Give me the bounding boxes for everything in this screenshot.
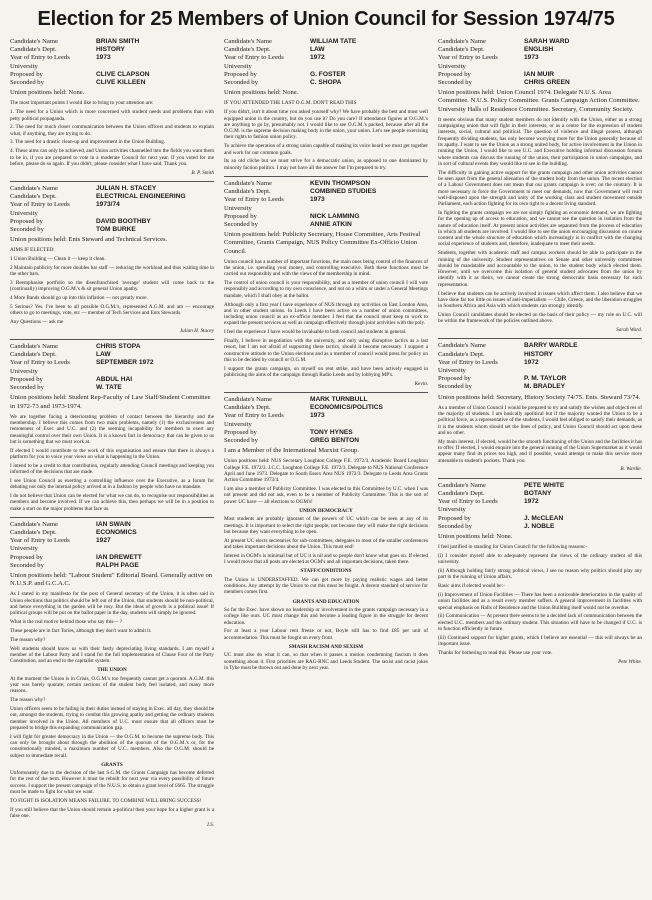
candidate-name-row xyxy=(438,482,642,490)
statement-paragraph: To achieve the operation of a strong union capable of making its voice heard we must get together and work for our common goals. xyxy=(224,143,428,156)
entry-year-label: Year of Entry to Leeds University xyxy=(10,201,70,217)
candidate-statement xyxy=(224,458,428,671)
statement-paragraph: 3. The need for a drastic clean-up and improvement in the Union Building. xyxy=(10,139,166,146)
entry-year-row xyxy=(224,54,428,70)
seconder-row xyxy=(10,562,214,570)
entry-year-label: Year of Entry to Leeds University xyxy=(224,54,284,70)
proposer-label: Proposed by xyxy=(224,70,257,78)
proposer: IAN DREWETT xyxy=(96,553,142,561)
section-paragraph: If you still believe that the Union should remain a-political then your hope for a higher grant is a false one. xyxy=(10,806,214,819)
column-3 xyxy=(438,38,642,890)
entry-year-label: Year of Entry to Leeds University xyxy=(10,54,70,70)
candidate-name: WILLIAM TATE xyxy=(310,38,357,45)
seconder-row xyxy=(438,383,642,391)
entry-year: 1972 xyxy=(524,498,539,506)
column-1 xyxy=(10,38,214,890)
statement-paragraph: Union positions held: NUS Secretary Loughton College F.E. 1972/3. Academic Board Loughton College F.E. 1972/3. J.C.C. Loughton College F.E. 1972/3. Delegate to NUS National Conference April and June 1973. Delegate to South Essex Area NUS 1972/3. Delegate to Leeds Area Grants Action Committee 1973/4. xyxy=(224,458,428,484)
proposer-label: Proposed by xyxy=(224,428,257,436)
divider xyxy=(10,181,214,182)
candidate-entry xyxy=(224,396,428,671)
candidate-statement xyxy=(438,405,642,473)
seconder-label: Seconded by xyxy=(10,384,44,392)
proposer: ABDUL HAI xyxy=(96,375,133,383)
union-positions: Union positions held: None. xyxy=(438,532,513,540)
signature: I.S. xyxy=(207,821,214,828)
candidate-dept: HISTORY xyxy=(524,350,553,358)
signature: Julian H. Stacey xyxy=(179,327,214,334)
seconder: M. BRADLEY xyxy=(524,383,566,391)
seconder-row xyxy=(10,384,214,392)
seconder: CHRIS GREEN xyxy=(524,79,570,87)
statement-paragraph: 2. The need for much closer communication between the Union officers and students to explain what, if anything, they are trying to do. xyxy=(10,124,214,137)
signature: B. P. Smith xyxy=(191,169,214,176)
proposer-label: Proposed by xyxy=(438,514,471,522)
entry-year: 1927 xyxy=(96,537,111,545)
section-paragraph: At present UC elects secretaries for sub-committees, delegates to most of the smaller conferences and takes important decisions about the Union. This must end! xyxy=(224,537,428,551)
divider xyxy=(224,176,428,177)
statement-paragraph: Union council has a number of important functions, the main ones being control of the finances of the union, i.e. spending your money, and controlling executive. Both these functions must be carried out responsibly and with the views of the membership in mind. xyxy=(224,258,428,278)
signature: Sarah Ward. xyxy=(616,327,642,334)
section-paragraph: Unfortunately due to the decision of the last S.G.M. the Grants Campaign has become deferred for the rest of the term. However it must be rebuilt for next year via every possibility of future success. I support the present campaign of the N.U.S. to obtain a grant level of £665. The struggle must be made to fight for what we want. xyxy=(10,770,214,795)
candidate-name-label: Candidate's Name xyxy=(10,343,58,351)
statement-paragraph: My main interest, if elected, would be the smooth functioning of the Union and the facilities it has to offer. If elected, I would enquire into the general running of the Union Supermarket as it would appear many find its prices too high, and if possible, would attempt to make this service more amenable to student's pockets. Thank you. xyxy=(438,438,642,464)
candidate-name: MARK TURNBULL xyxy=(310,396,368,404)
candidate-dept: ECONOMICS/POLITICS xyxy=(310,404,383,412)
proposer-label: Proposed by xyxy=(10,70,43,78)
union-positions: Union positions held: None. xyxy=(224,89,299,97)
union-positions: Union positions held: Union Council 1974. Delegate N.U.S. Area Committee. N.U.S. Policy Committee. Grants Campaign Action Committee. University Halls of Residence Committee. Secretary, Community Society. xyxy=(438,89,640,113)
statement-paragraph: I intend to be a credit to that contribution, regularly attending Council meetings and keeping you informed of the decisions that are made. xyxy=(10,462,214,476)
seconder-label: Seconded by xyxy=(10,79,44,87)
statement-paragraph: In fighting the grants campaign we are not simply fighting an economic demand; we are fighting for the opening up of access to education, and we cannot see the question in isolation from the nature of education itself. At present union activities are separated from the process of education in which all students are involved. I would like to see the union encouraging discussion on course content and the whole structure of education which increasingly is in conflict with the changing social experience of students and, therefore, inadequate to meet their needs. xyxy=(438,209,642,248)
candidate-dept: COMBINED STUDIES xyxy=(310,188,377,196)
candidate-statement xyxy=(10,100,214,175)
section-paragraph: Interest in OGM's is minimal but of UC it is nil and so people don't know what goes on. If elected I would move that all posts are elected at OGM's and all important decisions, taken there. xyxy=(224,552,428,566)
statement-paragraph: I do not believe that Union can be elected for what we can do, to recognise our responsibilities as members and become involved. If we can achieve this, then perhaps we will be in a position to make a start on the major problems that face us. xyxy=(10,492,214,512)
section-heading: GRANTS AND EDUCATION xyxy=(292,598,360,605)
divider xyxy=(224,392,428,393)
candidate-dept: ELECTRICAL ENGINEERING xyxy=(96,193,186,201)
seconder-label: Seconded by xyxy=(10,225,44,233)
entry-year-row xyxy=(224,412,428,428)
proposer-row xyxy=(438,375,642,383)
proposer: G. FOSTER xyxy=(310,70,346,78)
seconder-row xyxy=(224,437,428,445)
candidate-dept-row xyxy=(10,193,214,201)
seconder-label: Seconded by xyxy=(224,437,258,445)
statement-paragraph: (iii) Continued support for higher grants, which I believe are essential — this will always be an important issue. xyxy=(438,634,642,647)
candidate-dept: ECONOMICS xyxy=(96,529,137,537)
proposer-row xyxy=(224,429,428,437)
candidate-entry xyxy=(10,185,214,334)
union-positions: Union positions held: Ents Steward and Technical Services. xyxy=(10,236,168,244)
seconder-row xyxy=(224,221,428,229)
section-heading: THE UNION xyxy=(97,667,127,674)
candidate-entry xyxy=(10,38,214,176)
candidate-name-label: Candidate's Name xyxy=(10,184,58,192)
seconder: CLIVE KILLEEN xyxy=(96,79,146,87)
seconder-row xyxy=(10,226,214,234)
section-paragraph: The Union is UNDERSTAFFED. We can get more by paying realistic wages and better conditions. Any attempt by the Union to cut this must be fought. A decent standard of service for members comes first. xyxy=(224,576,428,596)
proposer-row xyxy=(10,554,214,562)
entry-year-row xyxy=(10,537,214,553)
entry-year: 1973 xyxy=(310,412,325,420)
section-paragraph: UC must also do what it can, so that when it passes a motion condemning fascism it does something about it. First priorities are RAG-RNC and Leeds Student. The sexist and racist jokes in Tyke must be thrown out and done by next year. xyxy=(224,652,428,671)
candidate-name: KEVIN THOMPSON xyxy=(310,179,371,187)
entry-year-label: Year of Entry to Leeds University xyxy=(10,359,70,375)
entry-year: SEPTEMBER 1972 xyxy=(96,359,154,367)
section-heading: GRANTS xyxy=(101,761,123,768)
proposer-row xyxy=(10,218,214,226)
candidate-statement xyxy=(10,414,214,512)
candidate-statement xyxy=(438,544,642,665)
candidate-dept: LAW xyxy=(310,46,325,54)
candidate-dept-label: Candidate's Dept. xyxy=(438,489,485,497)
candidate-dept-label: Candidate's Dept. xyxy=(438,350,485,358)
candidate-statement xyxy=(10,591,214,828)
statement-paragraph: The difficulty in gaining active support for the grants campaign and other union activities cannot be seen apart from the general alienation of the student body from the union. The recent election of a Labour Government does not mean that our grants campaign is over; on the contrary. It is more necessary to force the Government to meet our demands, now that Government will react well-disposed upon the strength and unity of the working class and student movement outside Parliament, each action fighting for its own right to a decent living standard. xyxy=(438,169,642,208)
divider xyxy=(438,338,642,339)
candidate-dept-label: Candidate's Dept. xyxy=(10,529,57,537)
candidate-name: JULIAN H. STACEY xyxy=(96,184,157,192)
statement-paragraph: (ii) Although holding fairly strong political views, I see no reason why politics should play any part in the running of Union affairs. xyxy=(438,568,642,581)
section-paragraph: Most students are probably ignorant of the powers of UC which can be seen at any of its meetings. It is important to select the right people, not because they will make the right decisions but because they want everything to be open. xyxy=(224,516,428,535)
entry-year-row xyxy=(10,359,214,375)
candidate-name-row xyxy=(10,185,214,193)
statement-paragraph: These people are in fact Tories, although they don't want to admit it. xyxy=(10,627,152,634)
entry-year-row xyxy=(438,359,642,375)
section-paragraph: For at least a year Labour rent freeze or not, Boyle still has to find £85 per unit of accommodation. This must be fought on every front. xyxy=(224,628,428,641)
candidate-entry xyxy=(10,343,214,512)
proposer-row xyxy=(438,71,642,79)
entry-year-label: Year of Entry to Leeds University xyxy=(438,358,498,374)
candidate-name-row xyxy=(10,343,214,351)
statement-paragraph: The control of union council is your responsibility, and as a member of union council I will vote responsibly and according to my own conscience, and not on a whim or under a General Meetings mandate, which I shall obey at the ballot. xyxy=(224,280,428,299)
seconder: C. SHOPA xyxy=(310,79,342,87)
seconder-label: Seconded by xyxy=(10,561,44,569)
union-positions: Union positions held: Secretary, History Society 74/75. Ents. Steward 73/74. xyxy=(438,393,641,401)
section-paragraph: So far the Exec. have shown no leadership or involvement in the grants campaign necessary in a college like ours. UC must change this and become a leading figure in the struggle for decent education. xyxy=(224,606,428,626)
statement-paragraph: 1 Union Building — Clean it — keep it clean. xyxy=(10,256,106,263)
entry-year-row xyxy=(438,54,642,70)
section-paragraph: The reason why? xyxy=(10,697,46,704)
candidate-name-row xyxy=(224,180,428,188)
proposer: P. M. TAYLOR xyxy=(524,375,567,383)
candidate-dept-row xyxy=(438,351,642,359)
candidate-name-row xyxy=(438,342,642,350)
candidate-dept-row xyxy=(224,188,428,196)
column-2 xyxy=(224,38,428,890)
proposer: CLIVE CLAPSON xyxy=(96,70,150,78)
proposer: TONY HYNES xyxy=(310,428,353,436)
statement-paragraph: I believe that students can be actively involved in issues which affect them. I also believe that we have done far too little on issues of anti-imperialism — Chile, Greece, and the liberation struggles in Southern Africa and Asia with which students can strongly identify. xyxy=(438,290,642,310)
statement-paragraph: (i) I consider myself able to adequately represent the views of the ordinary student of this university. xyxy=(438,552,642,566)
proposer-row xyxy=(224,213,428,221)
candidate-name-label: Candidate's Name xyxy=(438,481,486,489)
union-positions: Union positions held: Publicity Secretary, House Committee, Arts Festival Committee, Grants Campaign, NUS Policy Committee Ex-Officio Union Council. xyxy=(224,231,421,255)
candidate-name: BARRY WARDLE xyxy=(524,342,578,350)
seconder-label: Seconded by xyxy=(224,220,258,228)
proposer-label: Proposed by xyxy=(438,375,471,383)
statement-paragraph: We are together facing a deteriorating problem of contact between the hierarchy and the membership. I believe this comes from two main problems, namely (1) the exclusiveness and remoteness of Exec and U.C. and (2) the seeming incapability for members to exert any meaningful control over their own Union. It is a known fact in democracy that can be given to us but is something that we must work at. xyxy=(10,413,214,445)
candidate-statement xyxy=(438,117,642,334)
candidate-dept-row xyxy=(10,46,214,54)
statement-paragraph: Although only a first year I have experience of NUS through my activities on East London Area, and in other student unions. In Leeds I have been active on a number of union committees, including union council as an ex-officio member. I feel that the council must keep to work to expand the present services as well as campaign effectively through joint activities with the poly. xyxy=(224,301,428,327)
divider xyxy=(438,478,642,479)
candidate-statement xyxy=(224,100,428,170)
section-paragraph: TO FIGHT IS ISOLATION MEANS FAILURE. TO COMBINE WILL BRING SUCCESS! xyxy=(10,797,202,804)
entry-year-row xyxy=(10,201,214,217)
seconder-row xyxy=(438,523,642,531)
entry-year: 1973/74 xyxy=(96,201,120,209)
statement-paragraph: AIMS IF ELECTED: xyxy=(10,247,55,254)
candidate-dept-row xyxy=(438,490,642,498)
entry-year-label: Year of Entry to Leeds University xyxy=(438,498,498,514)
candidate-name-row xyxy=(224,396,428,404)
statement-paragraph: IF YOU ATTENDED THE LAST O.G.M. DON'T READ THIS xyxy=(224,100,357,107)
candidate-name-label: Candidate's Name xyxy=(438,342,486,350)
candidate-name-label: Candidate's Name xyxy=(224,396,272,404)
seconder: ANNIE ATKIN xyxy=(310,220,352,228)
proposer-row xyxy=(10,376,214,384)
statement-paragraph: 2 Maintain publicity for more doubles bar staff — reducing the workload and thus waiting time in the other bars. xyxy=(10,264,214,278)
seconder-row xyxy=(224,79,428,87)
proposer-label: Proposed by xyxy=(224,212,257,220)
entry-year-label: Year of Entry to Leeds University xyxy=(438,54,498,70)
entry-year-label: Year of Entry to Leeds University xyxy=(224,196,284,212)
candidate-dept: HISTORY xyxy=(96,46,125,54)
candidate-dept-row xyxy=(438,46,642,54)
candidate-dept: ENGLISH xyxy=(524,46,554,54)
seconder: GREG BENTON xyxy=(310,437,359,445)
divider xyxy=(10,339,214,340)
candidate-dept-label: Candidate's Dept. xyxy=(10,46,57,54)
candidate-name: SARAH WARD xyxy=(524,38,570,45)
candidate-dept-row xyxy=(224,46,428,54)
seconder: W. TATE xyxy=(96,384,122,392)
statement-paragraph: What is the real motive behind those who say this— ? xyxy=(10,619,123,626)
statement-paragraph: (ii) Communication — At present there seems to be a decided lack of communication between the elected U.C. members and the ordinary student. This situation will have to be changed if U.C. is to function efficiently in future. xyxy=(438,613,642,632)
entry-year: 1973 xyxy=(96,54,111,62)
proposer-label: Proposed by xyxy=(10,553,43,561)
candidate-entry xyxy=(438,482,642,665)
proposer-label: Proposed by xyxy=(438,70,471,78)
candidate-name-row xyxy=(224,38,428,46)
seconder-row xyxy=(10,79,214,87)
candidate-name-row xyxy=(438,38,642,46)
candidate-entry xyxy=(224,180,428,387)
entry-year: 1973 xyxy=(524,54,539,62)
candidate-dept-row xyxy=(10,351,214,359)
candidate-name: PETE WHITE xyxy=(524,481,565,489)
statement-paragraph: The reason why? xyxy=(10,636,46,643)
candidate-dept-label: Candidate's Dept. xyxy=(10,193,57,201)
proposer: IAN MUIR xyxy=(524,70,555,78)
proposer: DAVID BOOTHBY xyxy=(96,217,151,225)
statement-paragraph: Finally, I believe in negotiation with the university, and only using disruptive tactics as a last resort, but I am not afraid of supporting these tactics, should it become necessary. I support a constructive attitude to the Union elections and as a member of council would press for policy on this to be decided by council or O.G.M. xyxy=(224,337,428,363)
candidate-dept-row xyxy=(10,529,214,537)
candidate-entry xyxy=(224,38,428,171)
union-positions: Union positions held: Student Rep-Faculty of Law Staff/Student Committee in 1972-73 and 1973-1974. xyxy=(10,394,211,410)
signature: Pete White. xyxy=(618,658,642,665)
statement-paragraph: Its an old cliche but we must strive for a democratic union, as opposed to one dominated by minority faction politics. I may not have all the answer but I'm prepared to try. xyxy=(224,158,428,171)
entry-year: 1972 xyxy=(524,358,539,366)
entry-year: 1973 xyxy=(310,196,325,204)
proposer-row xyxy=(224,71,428,79)
proposer-label: Proposed by xyxy=(10,217,43,225)
statement-paragraph: 5 Serious? Yes. I've been to all possible O.G.M.'s, represented A.G.M. and am — encourage others to go to meetings, vote, etc — member of Tech Services and Ents Stewards. xyxy=(10,303,214,317)
entry-year-label: Year of Entry to Leeds University xyxy=(224,412,284,428)
statement-paragraph: I support the grants campaign, on myself on rent strike, and have been actively engaged in publicising the aims of the campaign through Radio Leeds and by lobbying MP's. xyxy=(224,365,428,378)
candidate-name-label: Candidate's Name xyxy=(438,38,486,45)
candidate-dept-label: Candidate's Dept. xyxy=(438,46,485,54)
statement-paragraph: I feel the experience I have would be invaluable to both council and students in general. xyxy=(224,329,407,336)
proposer: J. McCLEAN xyxy=(524,514,564,522)
candidate-dept: LAW xyxy=(96,351,111,359)
proposer-row xyxy=(10,71,214,79)
candidate-name-row xyxy=(10,521,214,529)
candidate-dept-label: Candidate's Dept. xyxy=(224,404,271,412)
section-heading: SMASH RACISM AND SEXISM xyxy=(288,643,364,650)
candidate-name-label: Candidate's Name xyxy=(224,38,272,45)
candidate-dept-label: Candidate's Dept. xyxy=(10,351,57,359)
seconder-label: Seconded by xyxy=(438,522,472,530)
union-positions: Union positions held: None. xyxy=(10,89,85,97)
union-positions: Union positions held: "Labour Student" Editorial Board. Generally active on N.U.S.P. and G.C.A.C. xyxy=(10,572,213,588)
page-title: Election for 25 Members of Union Council for Session 1974/75 xyxy=(37,8,615,30)
candidate-name-row xyxy=(10,38,214,46)
seconder-label: Seconded by xyxy=(438,79,472,87)
statement-paragraph: As a member of Union Council I would be prepared to try and satisfy the wishes and objectives of the majority of students. I am basically apolitical but if the majority wanted the Union to be a political force, as a representative of the students, I would feel obliged to satisfy their demands, as it is the students whom should set the lines of policy, and Union Council should act upon these and no other. xyxy=(438,404,642,436)
entry-year-label: Year of Entry to Leeds University xyxy=(10,537,70,553)
candidate-name: BRIAN SMITH xyxy=(96,38,140,45)
statement-paragraph: Students, together with academic staff and campus workers should be able to participate in the running of the university. Student representatives on Senate and other university committees should be mandatable and accountable to the union, to the student body which elected them. However, until we overcome this isolation of general student advocates from the union by identify with it as theirs, we cannot create the strong democratic basis necessary for such representation. xyxy=(438,250,642,288)
proposer-row xyxy=(438,515,642,523)
divider xyxy=(10,517,214,518)
seconder-row xyxy=(438,79,642,87)
candidate-dept-label: Candidate's Dept. xyxy=(224,46,271,54)
section-paragraph: At the moment the Union is in Crisis, O.G.M.'s too frequently cannot get a quorum. A.G.M. this year was barely quorate; certain sections of the student body feel isolated, and many more reasons. xyxy=(10,675,214,695)
candidate-statement xyxy=(224,259,428,387)
proposer: NICK LAMMING xyxy=(310,212,360,220)
entry-year-row xyxy=(224,196,428,212)
statement-paragraph: 4 More Bands should go up into this inflation — not greatly more. xyxy=(10,295,148,302)
statement-paragraph: I am also a member of Publicity Committee. I was elected to this Committee by U.C. when I was not present and did not ask, even to be a member of Publicity Committee. This is the sort of power UC have — all elections to OGM's! xyxy=(224,486,428,505)
candidate-entry xyxy=(438,38,642,333)
statement-paragraph: Well students should know us with their fastly depreciating living standards. I am myself a member of the Labour Party and I stand for the full implementation of Clause Four of the Party Constitution, and an end to the capitalist system. xyxy=(10,645,214,665)
statement-paragraph: Any Questions — ask me xyxy=(10,318,64,325)
statement-paragraph: Union Council candidates should be elected on the basis of their policy — my role on U.C. will be within the framework of the policies outlined above. xyxy=(438,311,642,325)
section-paragraph: I will fight for greater democracy in the Union — the O.G.M. to become the supreme body. This can only be brought about through the abolition of the quorum of the O.G.M.'s or, for the constitutionally minded, a maximum number of U.C. members. Also the O.G.M. should be subject to immediate recall. xyxy=(10,733,214,759)
signature: Kevin. xyxy=(414,380,428,387)
statement-paragraph: (i) Improvement of Union Facilities — There has been a noticeable deterioration in the quality of union facilities and as a result every member suffers. A general improvement in facilities with special emphasis on Halls of Residence and the Union Building itself would not be overdue. xyxy=(438,591,642,611)
statement-paragraph: 4. These aims can only be achieved, and Union activities channelled into the fields you want them to be in, if you are prepared to vote in a moderate Council for next year. If you voted for me before, please do so again. If you didn't, please consider what I have said. Thank you. xyxy=(10,148,214,167)
entry-year-row xyxy=(10,54,214,70)
union-positions: I am a Member of the International Marxist Group. xyxy=(224,447,359,455)
entry-year: 1972 xyxy=(310,54,325,62)
signature: B. Wardle. xyxy=(620,466,642,473)
candidate-name: CHRIS STOPA xyxy=(96,343,141,351)
candidate-entry xyxy=(438,342,642,472)
candidate-statement xyxy=(10,247,214,334)
candidate-dept-label: Candidate's Dept. xyxy=(224,188,271,196)
candidate-name: IAN SWAIN xyxy=(96,520,131,528)
statement-paragraph: I see Union Council as exerting a controlling influence over the Executive, as a forum for debating not only the internal policy arrived at in a fashion by people who have no mandate. xyxy=(10,477,214,491)
candidate-dept-row xyxy=(224,404,428,412)
section-paragraph: Union officers seem to be failing in their duties instead of staying in Exec. all day, they should be out, amongst the students, trying to combat this growing apathy and getting the ordinary students member involved in the Union. All members of U.C. must ensure that all officers must be prepared to bridge this expanding communication gap. xyxy=(10,705,214,731)
candidate-name-label: Candidate's Name xyxy=(10,38,58,45)
statement-paragraph: If elected I would contribute to the work of this organisation and ensure that there is always a platform for you to voice your views on what is happening in the Union. xyxy=(10,447,214,460)
statement-paragraph: The most important points I would like to bring to your attention are: xyxy=(10,100,154,107)
statement-paragraph: 1. The need for a Union which is more concerned with student needs and problems than with petty political propaganda. xyxy=(10,109,214,122)
seconder: J. NOBLE xyxy=(524,522,555,530)
entry-year-row xyxy=(438,498,642,514)
seconder-label: Seconded by xyxy=(438,383,472,391)
columns xyxy=(10,38,642,890)
candidate-name-label: Candidate's Name xyxy=(224,179,272,187)
statement-paragraph: 3 Reemphasise portfolio so the disenfranchised 'average' student will come back to the (continually) improving O.G.M.'s & sit general Union apathy. xyxy=(10,280,214,293)
proposer-label: Proposed by xyxy=(10,375,43,383)
statement-paragraph: Basic aims if elected would be:- xyxy=(438,583,505,590)
seconder: RALPH PAGE xyxy=(96,561,139,569)
statement-paragraph: It seems obvious that many student members do not identify with the Union, either as a strong campaigning union that will fight in their interests, or as a centre for the expression of student interests, social, cultural and political. The question of violence and illegal protest, although frequently dividing students, has only become worrying more for the Union generally because of its apathy. I want to see the Union as a strong united body, for active involvement in the Union in running the Union, I would like to see U.C. and Executive holding informal discussion forums where students can discuss the running of the union, their participation in union campaigns, and in sort of cultural events they would like to see in the building. xyxy=(438,116,642,167)
candidate-name-label: Candidate's Name xyxy=(10,520,58,528)
statement-paragraph: Thanks for bothering to read this. Please use your vote. xyxy=(438,649,553,656)
statement-paragraph: I feel justified in standing for Union Council for the following reasons:- xyxy=(438,544,588,551)
seconder-label: Seconded by xyxy=(224,79,258,87)
section-heading: STAFF/CONDITIONS xyxy=(300,568,352,575)
statement-paragraph: If you didn't, isn't it about time you asked yourself why? We have probably the best and most well equipped union in the country, but do you use it? Do you care? If attendance figures at O.G.M.'s are anything to go by, presumably not. I would like to see O.G.M.'s packed, because after all the O.G.M. is the supreme decision making body in the union, your union. Let's see people exercising their rights to fashion union policy. xyxy=(224,109,428,141)
section-heading: UNION DEMOCRACY xyxy=(299,508,353,515)
candidate-dept: BOTANY xyxy=(524,489,552,497)
statement-paragraph: As I stated in my manifesto for the post of General secretary of the Union, it is often said in Union elections that politics should be left out of the Union, that students should be non-political, and hence everything in the garden will be rosy. But the ideas of growth is a political issue! If political groups will be put on the ballot paper in the day, students will simply be ignored. xyxy=(10,591,214,617)
seconder: TOM BURKE xyxy=(96,225,136,233)
candidate-entry xyxy=(10,521,214,828)
